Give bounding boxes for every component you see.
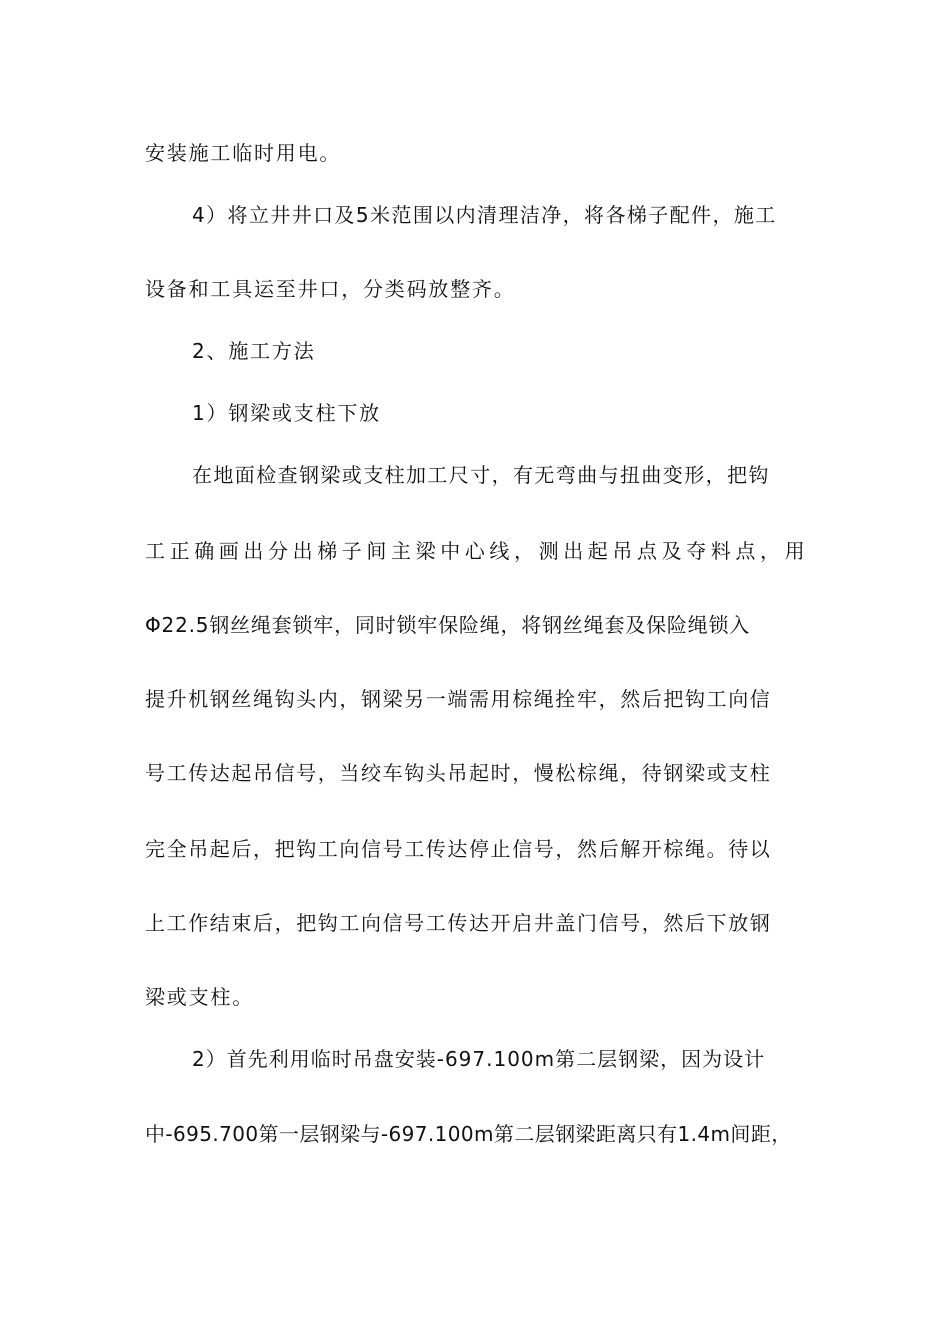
text-line-9: 提升机钢丝绳钩头内，钢梁另一端需用棕绳拴牢，然后把钩工向信 [145, 687, 772, 711]
text-line-12: 上工作结束后，把钩工向信号工传达开启井盖门信号，然后下放钢 [145, 911, 772, 935]
text-line-11: 完全吊起后，把钩工向信号工传达停止信号，然后解开棕绳。待以 [145, 837, 772, 861]
subsection-heading-beam-lowering: 1）钢梁或支柱下放 [192, 401, 381, 425]
text-line-15: 中-695.700第一层钢梁与-697.100m第二层钢梁距离只有1.4m间距， [145, 1122, 792, 1146]
text-line-14: 2）首先利用临时吊盘安装-697.100m第二层钢梁，因为设计 [192, 1047, 766, 1071]
text-line-3: 设备和工具运至井口，分类码放整齐。 [145, 277, 516, 301]
text-line-2: 4）将立井井口及5米范围以内清理洁净，将各梯子配件，施工 [192, 203, 777, 227]
section-heading-construction-method: 2、施工方法 [192, 339, 316, 363]
text-line-8: Φ22.5钢丝绳套锁牢，同时锁牢保险绳，将钢丝绳套及保险绳锁入 [145, 613, 751, 637]
text-line-6: 在地面检查钢梁或支柱加工尺寸，有无弯曲与扭曲变形，把钩 [192, 463, 770, 487]
text-line-10: 号工传达起吊信号，当绞车钩头吊起时，慢松棕绳，待钢梁或支柱 [145, 761, 772, 785]
text-line-7: 工正确画出分出梯子间主梁中心线，测出起吊点及夺料点，用 [145, 539, 810, 563]
text-line-1: 安装施工临时用电。 [145, 141, 342, 165]
text-line-13: 梁或支柱。 [145, 985, 254, 1009]
